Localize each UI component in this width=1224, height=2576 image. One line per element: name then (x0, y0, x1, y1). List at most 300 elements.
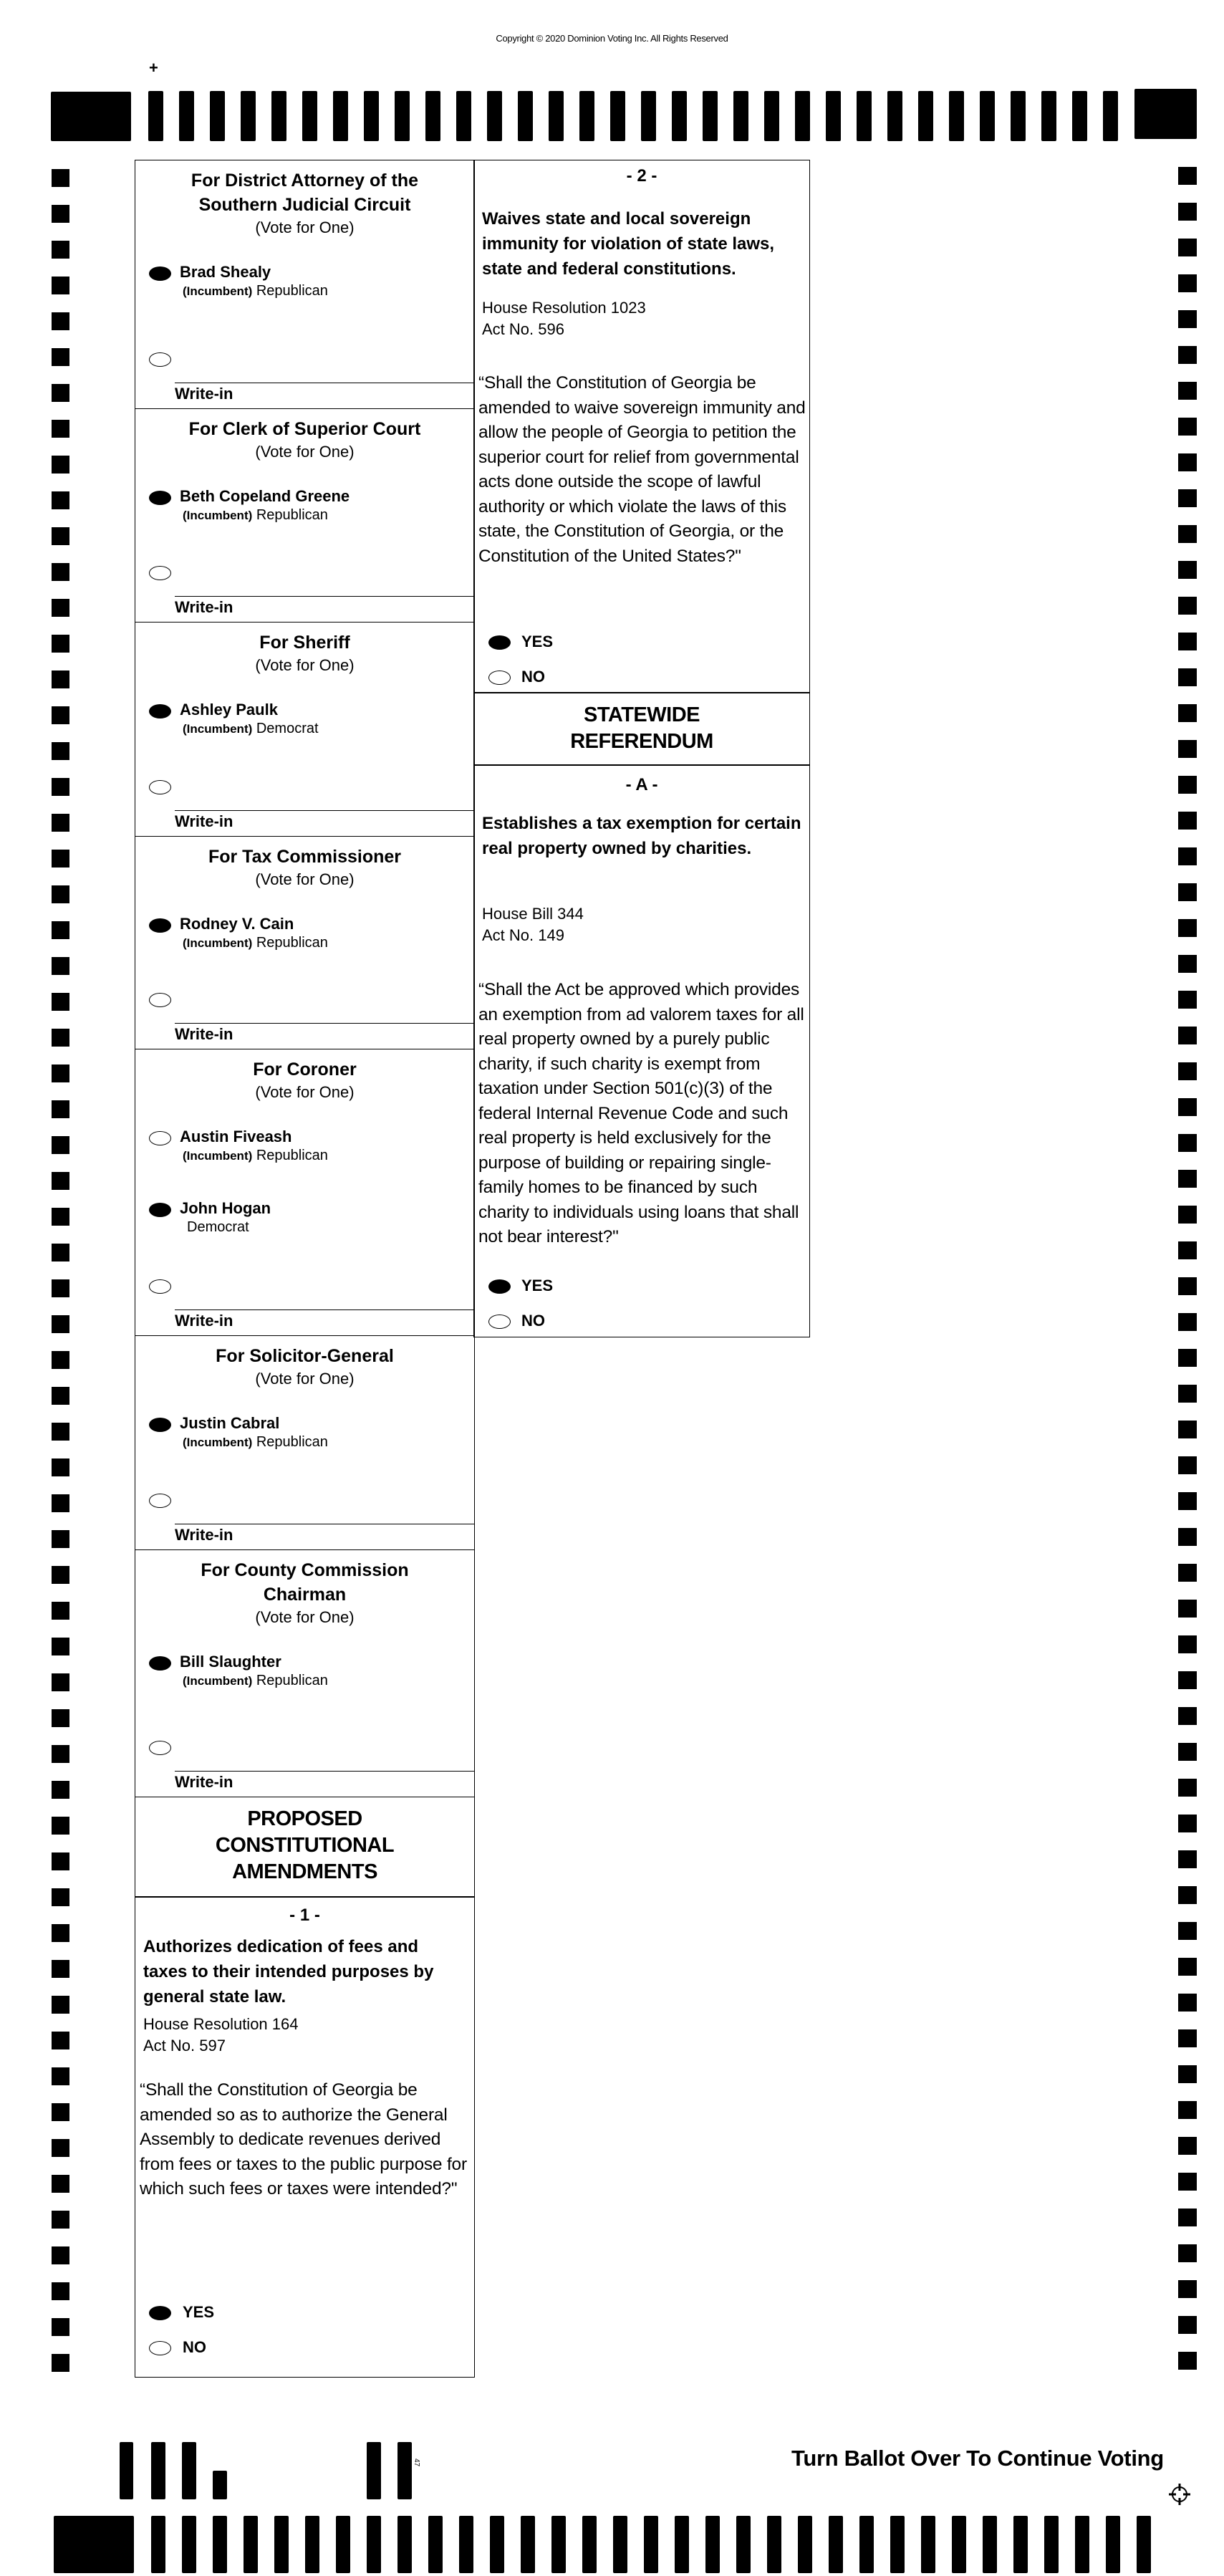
timing-bar (456, 91, 471, 141)
timing-mark (52, 1638, 69, 1655)
timing-mark (52, 1566, 69, 1584)
timing-mark (52, 671, 69, 688)
write-in-oval[interactable] (149, 566, 171, 580)
candidate-party (183, 282, 328, 300)
timing-mark (52, 2282, 69, 2300)
candidate-oval[interactable] (149, 1656, 171, 1671)
write-in-line[interactable] (175, 1309, 474, 1310)
timing-bar (983, 2516, 997, 2573)
timing-mark (52, 1817, 69, 1835)
no-oval[interactable] (149, 2341, 171, 2355)
timing-bar (367, 2516, 381, 2573)
contest-box (135, 836, 475, 1049)
timing-bar (1072, 91, 1087, 141)
contest-title: For Tax Commissioner (208, 847, 402, 867)
incumbent-label: (Incumbent) (183, 1674, 253, 1688)
contest-title: Southern Judicial Circuit (198, 195, 411, 215)
timing-mark (52, 241, 69, 259)
candidate-oval[interactable] (149, 704, 171, 719)
timing-bar (333, 91, 348, 141)
timing-bar (148, 91, 163, 141)
timing-mark (52, 850, 69, 868)
timing-mark (1178, 1743, 1197, 1761)
vote-for-instruction: (Vote for One) (255, 218, 355, 236)
timing-bar (521, 2516, 535, 2573)
timing-bar (829, 2516, 843, 2573)
registration-plus-icon: + (149, 59, 158, 77)
timing-mark (52, 1494, 69, 1512)
incumbent-label: (Incumbent) (183, 284, 253, 298)
vote-for-instruction: (Vote for One) (255, 1370, 355, 1388)
timing-bar (179, 91, 194, 141)
timing-mark (52, 1996, 69, 2014)
timing-mark (1178, 2352, 1197, 2370)
timing-bar (241, 91, 256, 141)
timing-mark (52, 420, 69, 438)
candidate-party (183, 720, 319, 738)
question-text: “Shall the Constitution of Georgia be amended so as to authorize the General Assembly to dedicate revenues derived from fees or taxes to the public purpose for which such fees or taxes were intended?" (140, 2080, 467, 2198)
timing-mark (1178, 1134, 1197, 1152)
timing-mark (1178, 1027, 1197, 1044)
write-in-label: Write-in (175, 1526, 233, 1544)
timing-mark (1178, 1098, 1197, 1116)
timing-mark (1178, 2173, 1197, 2191)
timing-bar (890, 2516, 905, 2573)
timing-bar (918, 91, 933, 141)
timing-bar (736, 2516, 751, 2573)
code-bar (397, 2442, 412, 2499)
timing-bar (1044, 2516, 1059, 2573)
timing-bar (274, 2516, 289, 2573)
yes-label: YES (521, 633, 554, 650)
question-reference: House Resolution 164 (143, 2015, 299, 2033)
timing-mark (1178, 1707, 1197, 1725)
timing-mark (52, 2211, 69, 2229)
candidate-oval[interactable] (149, 918, 171, 933)
timing-mark (1178, 1170, 1197, 1188)
timing-mark (1178, 955, 1197, 973)
timing-mark (1178, 1635, 1197, 1653)
timing-bar (826, 91, 841, 141)
timing-mark (52, 1781, 69, 1799)
write-in-label: Write-in (175, 1773, 233, 1791)
timing-bar (428, 2516, 443, 2573)
timing-mark (1178, 1492, 1197, 1510)
question-summary: Waives state and local sovereign immunity for violation of state laws, state and federal constitutions. (482, 209, 775, 279)
timing-bar (244, 2516, 258, 2573)
question-summary: Authorizes dedication of fees and taxes to their intended purposes by general state law. (143, 1937, 434, 2007)
timing-bar (859, 2516, 874, 2573)
timing-mark (1178, 1349, 1197, 1367)
yes-label: YES (521, 1277, 554, 1294)
candidate-name: Ashley Paulk (180, 701, 278, 719)
write-in-oval[interactable] (149, 1494, 171, 1508)
timing-bar (705, 2516, 720, 2573)
timing-bar (549, 91, 564, 141)
timing-mark (1178, 310, 1197, 328)
contest-title: For Coroner (253, 1059, 357, 1080)
timing-mark (1178, 2316, 1197, 2334)
no-oval[interactable] (488, 1315, 511, 1329)
candidate-oval[interactable] (149, 491, 171, 505)
timing-mark (1178, 1062, 1197, 1080)
timing-mark (1178, 1886, 1197, 1904)
timing-mark (1178, 525, 1197, 543)
timing-bar (613, 2516, 627, 2573)
timing-mark (1178, 1815, 1197, 1832)
timing-mark (1178, 382, 1197, 400)
contest-box (135, 1335, 475, 1550)
timing-mark (1178, 704, 1197, 722)
party-label: Republican (256, 1148, 328, 1163)
contest-box (135, 1049, 475, 1336)
timing-mark (1178, 2280, 1197, 2298)
candidate-party (183, 1147, 328, 1165)
timing-bar (210, 91, 225, 141)
question-number: - A - (625, 775, 658, 794)
timing-mark (1178, 453, 1197, 471)
contest-box (135, 408, 475, 623)
timing-bar (980, 91, 995, 141)
candidate-name: Brad Shealy (180, 263, 271, 281)
question-act-number: Act No. 596 (482, 320, 564, 338)
timing-mark (1178, 239, 1197, 256)
timing-bar (579, 91, 594, 141)
question-text: “Shall the Act be approved which provides an exemption from ad valorem taxes for all real property owned by a purely public charity, if such charity is exempt from taxation under Section 501(c)(3) of the federal Internal Revenue Code and such real property is held exclusively for the purpose of building or repairing single-family homes to be financed by such charity to individuals using loans that shall not bear interest?" (478, 980, 804, 1246)
timing-bar (798, 2516, 812, 2573)
yes-label: YES (183, 2303, 215, 2321)
question-reference: House Bill 344 (482, 905, 584, 923)
timing-mark (52, 1387, 69, 1405)
timing-mark (52, 2067, 69, 2085)
timing-mark (1178, 1206, 1197, 1224)
timing-mark (52, 277, 69, 294)
no-label: NO (183, 2338, 206, 2356)
timing-block (54, 2516, 134, 2573)
timing-mark (52, 814, 69, 832)
timing-bar (213, 2516, 227, 2573)
party-label: Democrat (256, 721, 319, 736)
timing-bar (582, 2516, 597, 2573)
timing-bar (1106, 2516, 1120, 2573)
candidate-oval[interactable] (149, 1131, 171, 1145)
candidate-party (183, 1672, 328, 1690)
write-in-label: Write-in (175, 598, 233, 616)
timing-mark (52, 993, 69, 1011)
timing-bar (425, 91, 440, 141)
question-act-number: Act No. 149 (482, 926, 564, 944)
code-bar (151, 2442, 165, 2499)
write-in-oval[interactable] (149, 1279, 171, 1294)
amendments-header-line: PROPOSED (247, 1807, 362, 1830)
timing-bar (518, 91, 533, 141)
timing-mark (1178, 1385, 1197, 1403)
candidate-name: Beth Copeland Greene (180, 487, 350, 505)
timing-mark (52, 921, 69, 939)
timing-mark (52, 1673, 69, 1691)
write-in-oval[interactable] (149, 352, 171, 367)
timing-bar (151, 2516, 165, 2573)
timing-mark (1178, 2065, 1197, 2083)
party-label: Republican (256, 507, 328, 523)
timing-mark (52, 1852, 69, 1870)
timing-mark (52, 2318, 69, 2336)
party-label: Republican (256, 1434, 328, 1450)
no-label: NO (521, 668, 545, 686)
question-text: “Shall the Constitution of Georgia be amended to waive sovereign immunity and allow the people of Georgia to petition the superior court for relief from governmental acts done outside the scope of lawful authority or which violate the laws of this state, the Constitution of Georgia, or the Constitution of the United States?" (478, 373, 806, 566)
timing-mark (52, 2103, 69, 2121)
no-oval[interactable] (488, 671, 511, 685)
timing-mark (52, 1924, 69, 1942)
timing-bar (641, 91, 656, 141)
timing-bar (302, 91, 317, 141)
timing-bar (857, 91, 872, 141)
timing-mark (52, 1458, 69, 1476)
timing-bar (733, 91, 748, 141)
timing-mark (52, 1709, 69, 1727)
timing-mark (1178, 991, 1197, 1009)
candidate-name: Bill Slaughter (180, 1653, 281, 1671)
timing-mark (52, 778, 69, 796)
timing-bar (952, 2516, 966, 2573)
timing-mark (1178, 418, 1197, 436)
timing-bar (1103, 91, 1118, 141)
contest-title: For Clerk of Superior Court (188, 419, 421, 439)
incumbent-label: (Incumbent) (183, 509, 253, 522)
timing-mark (1178, 274, 1197, 292)
write-in-line[interactable] (175, 1023, 474, 1024)
timing-mark (52, 2354, 69, 2372)
contest-box (135, 622, 475, 837)
candidate-name: Rodney V. Cain (180, 915, 294, 933)
timing-mark (1178, 1850, 1197, 1868)
vote-for-instruction: (Vote for One) (255, 1083, 355, 1101)
candidate-name: John Hogan (180, 1199, 271, 1217)
question-reference: House Resolution 1023 (482, 299, 646, 317)
write-in-line[interactable] (175, 810, 474, 811)
yes-oval[interactable] (488, 1279, 511, 1294)
timing-mark (1178, 1600, 1197, 1618)
timing-bar (1137, 2516, 1151, 2573)
timing-mark (52, 706, 69, 724)
timing-bar (1041, 91, 1056, 141)
timing-bar (271, 91, 286, 141)
timing-mark (52, 2175, 69, 2193)
question-number: - 1 - (289, 1905, 320, 1925)
candidate-oval[interactable] (149, 266, 171, 281)
timing-mark (52, 1172, 69, 1190)
amendments-header-line: AMENDMENTS (232, 1860, 377, 1883)
incumbent-label: (Incumbent) (183, 936, 253, 950)
write-in-label: Write-in (175, 1025, 233, 1043)
amendment-1-question (135, 1896, 475, 2378)
timing-mark (1178, 1456, 1197, 1474)
timing-mark (52, 1423, 69, 1441)
candidate-party (183, 506, 328, 524)
timing-mark (52, 599, 69, 617)
timing-mark (52, 527, 69, 545)
timing-mark (52, 2246, 69, 2264)
timing-mark (52, 1745, 69, 1763)
timing-bar (675, 2516, 689, 2573)
ballot-style-number: 47 (413, 2458, 421, 2467)
timing-bar (1011, 91, 1026, 141)
timing-mark (52, 563, 69, 581)
timing-mark (52, 742, 69, 760)
referendum-a-question (473, 764, 810, 1337)
timing-mark (1178, 776, 1197, 794)
timing-bar (949, 91, 964, 141)
timing-mark (52, 205, 69, 223)
timing-mark (1178, 1922, 1197, 1940)
party-label: Republican (256, 1673, 328, 1688)
timing-mark (52, 2032, 69, 2049)
timing-bar (767, 2516, 781, 2573)
timing-mark (1178, 346, 1197, 364)
timing-mark (1178, 668, 1197, 686)
timing-bar (487, 91, 502, 141)
timing-mark (1178, 1277, 1197, 1295)
timing-bar (703, 91, 718, 141)
timing-mark (1178, 167, 1197, 185)
timing-bar (795, 91, 810, 141)
timing-bar (395, 91, 410, 141)
contest-title: Chairman (263, 1585, 347, 1605)
write-in-oval[interactable] (149, 780, 171, 794)
timing-mark (1178, 883, 1197, 901)
timing-mark (52, 1888, 69, 1906)
write-in-line[interactable] (175, 1771, 474, 1772)
timing-bar (1013, 2516, 1028, 2573)
referendum-header-line: STATEWIDE (584, 703, 700, 726)
timing-bar (364, 91, 379, 141)
timing-bar (644, 2516, 658, 2573)
timing-bar (887, 91, 902, 141)
amendments-header-line: CONSTITUTIONAL (215, 1834, 395, 1857)
write-in-label: Write-in (175, 812, 233, 830)
incumbent-label: (Incumbent) (183, 1149, 253, 1163)
timing-bar (336, 2516, 350, 2573)
contest-box (135, 1549, 475, 1797)
candidate-name: Justin Cabral (180, 1414, 280, 1432)
timing-mark (52, 1351, 69, 1369)
timing-mark (1178, 2029, 1197, 2047)
code-bar (213, 2471, 227, 2499)
timing-mark (1178, 203, 1197, 221)
yes-oval[interactable] (149, 2306, 171, 2320)
timing-bar (610, 91, 625, 141)
timing-mark (1178, 740, 1197, 758)
timing-block (1134, 89, 1197, 139)
referendum-header (473, 692, 810, 766)
timing-mark (1178, 1958, 1197, 1976)
code-bar (182, 2442, 196, 2499)
timing-mark (1178, 1313, 1197, 1331)
timing-bar (764, 91, 779, 141)
timing-bar (1075, 2516, 1089, 2573)
code-bar (120, 2442, 133, 2499)
timing-mark (1178, 1564, 1197, 1582)
timing-mark (52, 384, 69, 402)
candidate-oval[interactable] (149, 1203, 171, 1217)
timing-mark (52, 1136, 69, 1154)
turn-ballot-over-notice: Turn Ballot Over To Continue Voting (791, 2446, 1164, 2471)
incumbent-label: (Incumbent) (183, 722, 253, 736)
timing-mark (52, 1100, 69, 1118)
timing-mark (1178, 2137, 1197, 2155)
write-in-oval[interactable] (149, 1741, 171, 1755)
write-in-label: Write-in (175, 385, 233, 403)
timing-mark (1178, 2244, 1197, 2262)
timing-mark (52, 2139, 69, 2157)
timing-mark (1178, 2101, 1197, 2119)
timing-mark (1178, 1421, 1197, 1438)
timing-mark (52, 957, 69, 975)
amendments-header (135, 1797, 475, 1898)
timing-mark (52, 1279, 69, 1297)
candidate-oval[interactable] (149, 1418, 171, 1432)
timing-mark (52, 1530, 69, 1548)
timing-mark (1178, 919, 1197, 937)
timing-mark (1178, 597, 1197, 615)
timing-mark (1178, 1671, 1197, 1689)
timing-mark (1178, 633, 1197, 650)
vote-for-instruction: (Vote for One) (255, 443, 355, 461)
timing-bar (490, 2516, 504, 2573)
timing-mark (1178, 1779, 1197, 1797)
party-label: Democrat (187, 1219, 249, 1235)
timing-mark (52, 348, 69, 366)
party-label: Republican (256, 283, 328, 299)
timing-bar (921, 2516, 935, 2573)
timing-mark (52, 1315, 69, 1333)
timing-bar (551, 2516, 566, 2573)
timing-mark (1178, 2209, 1197, 2226)
candidate-name: Austin Fiveash (180, 1128, 292, 1145)
amendment-2-question (473, 160, 810, 693)
yes-oval[interactable] (488, 635, 511, 650)
party-label: Republican (256, 935, 328, 951)
timing-mark (52, 1208, 69, 1226)
write-in-oval[interactable] (149, 993, 171, 1007)
timing-mark (1178, 1994, 1197, 2012)
write-in-line[interactable] (175, 596, 474, 597)
timing-block (51, 92, 131, 141)
timing-mark (1178, 561, 1197, 579)
timing-mark (52, 169, 69, 187)
timing-mark (1178, 847, 1197, 865)
candidate-party (183, 934, 328, 952)
vote-for-instruction: (Vote for One) (255, 656, 355, 674)
referendum-header-line: REFERENDUM (570, 730, 713, 753)
timing-bar (672, 91, 687, 141)
vote-for-instruction: (Vote for One) (255, 870, 355, 888)
candidate-party (183, 1433, 328, 1451)
timing-mark (1178, 1528, 1197, 1546)
timing-bar (459, 2516, 473, 2573)
question-number: - 2 - (626, 166, 657, 186)
contest-box (135, 160, 475, 409)
timing-bar (182, 2516, 196, 2573)
timing-mark (52, 1064, 69, 1082)
timing-mark (52, 1960, 69, 1978)
timing-mark (1178, 812, 1197, 830)
contest-title: For County Commission (201, 1560, 409, 1580)
timing-mark (52, 1029, 69, 1047)
timing-bar (397, 2516, 412, 2573)
contest-title: For Solicitor-General (216, 1346, 394, 1366)
question-act-number: Act No. 597 (143, 2037, 226, 2054)
